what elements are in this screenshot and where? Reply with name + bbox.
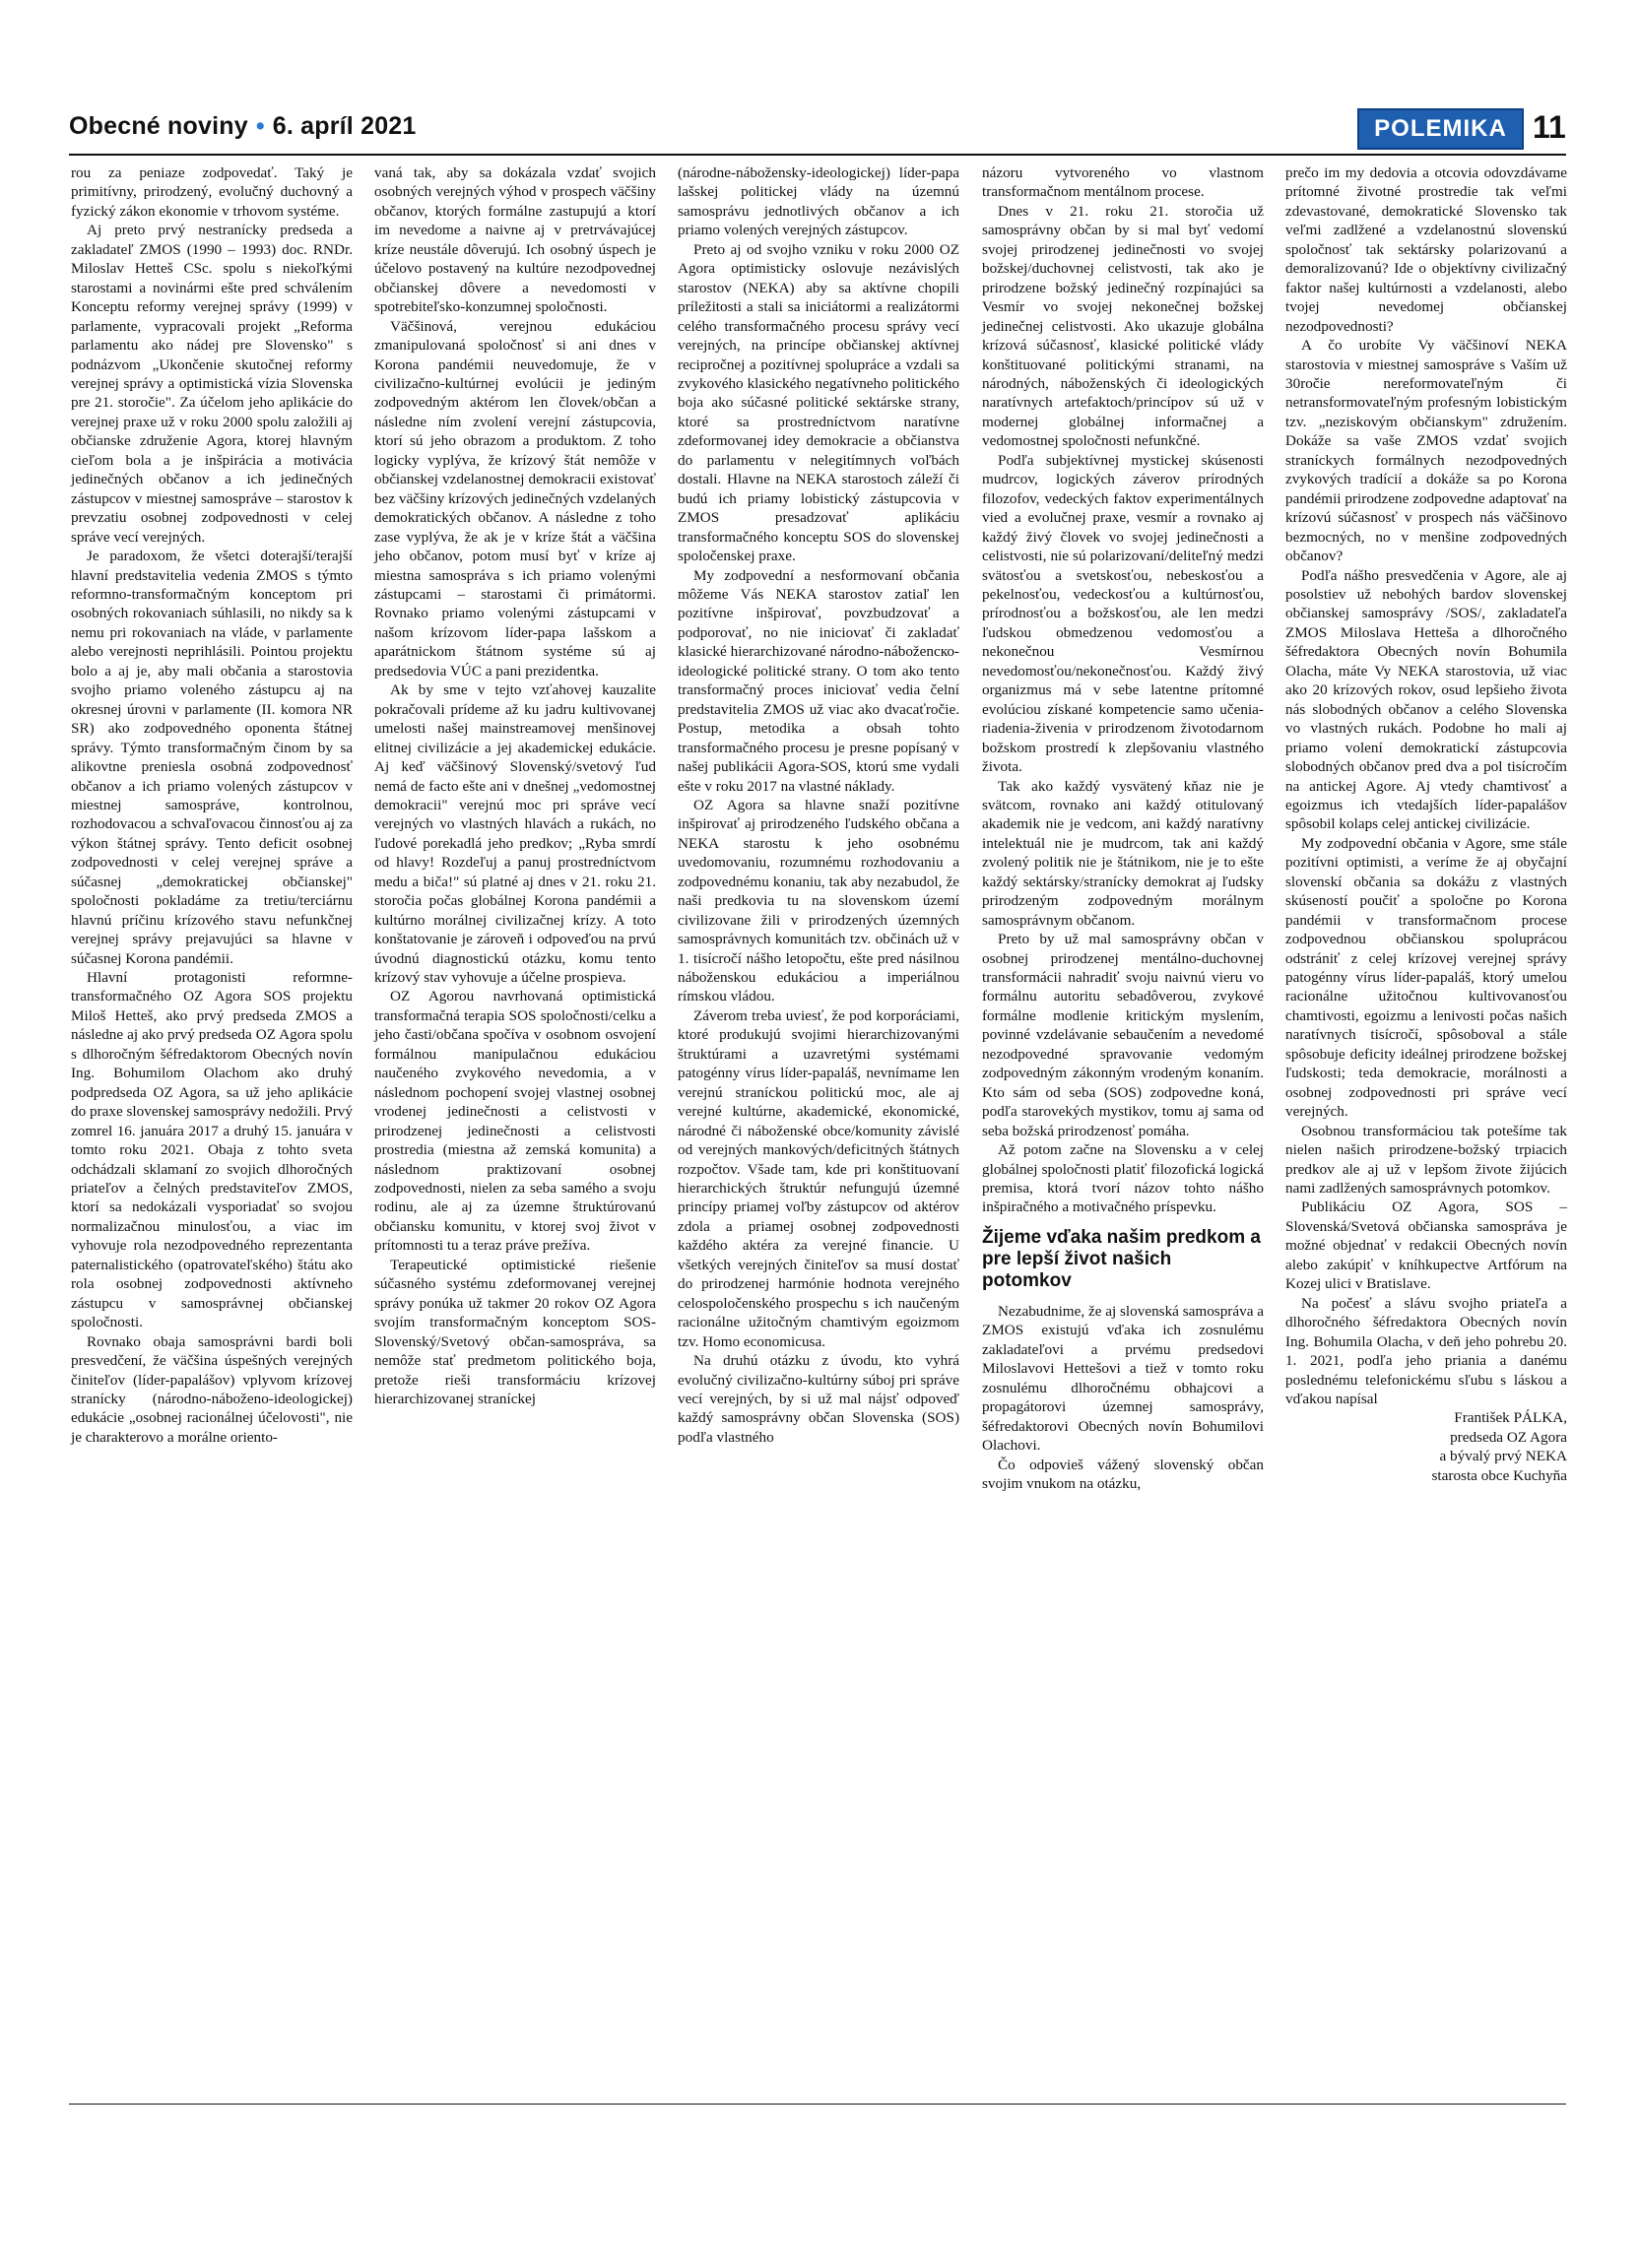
footer-rule (69, 2104, 1566, 2105)
page-header (69, 108, 1566, 148)
article-column-5 (1285, 163, 1567, 1485)
paragraph: My zodpovední občania v Agore, sme stále pozitívni optimisti, a veríme že aj obyčajní slovenskí občania sa dokážu z vlastných skúseností poučiť a spoločne po Korona pandémii v transformačnom procese zodpovednou občianskou spoluprácou odstrániť z celej krízovej verejnej správy patogénny vírus líder-papaláš, ktorý umelou racionálne užitočnou kultivovanosťou chamtivosti, egoizmu a lenivosti počas našich naratívnych tisícročí, spôsoboval a stále spôsobuje deficity ideálnej prirodzene božskej ľudskosti; teda demokracie, morálnosti a osobnej zodpovednosti pri správe vecí verejných. (1285, 834, 1567, 1121)
paragraph: názoru vytvoreného vo vlastnom transformačnom mentálnom procese. (982, 164, 1264, 201)
paragraph: vaná tak, aby sa dokázala vzdať svojich osobných verejných výhod v prospech väčšiny občanov, ktorých formálne zastupujú a ktorí im nevedome a naivne aj v pretrvávajúcej krízе neustále dôverujú. Ich osobný úspech je účelovo postavený na kultúre nezodpovednej občianskej dôvere a nevedomosti v spotrebiteľsko-konzumnej spoločnosti. (374, 164, 656, 316)
paragraph: OZ Agorou navrhovaná optimistická transformačná terapia SOS spoločnosti/celku a jeho časti/občana spočíva v osobnom osvojení formálnou manipulačnou edukáciou naučeného zvykového nevedomia, a v následnom pochopení svojej vlastnej osobnej vrodenej jedinečnosti a celistvosti v prirodzenej jedinečnosti a celistvosti prostredia (miestna až zemská komunita) a následnom praktizovaní osobnej zodpovednosti, nielen za seba samého a svoju rodinu, ale aj za územne štruktúrovanú občiansku komunitu, v ktorej svoj život v prítomnosti tu a teraz práve prežíva. (374, 988, 656, 1255)
paragraph: Hlavní protagonisti reformne-transformačného OZ Agora SOS projektu Miloš Hetteš, ako prvý predseda ZMOS a následne aj ako prvý predseda OZ Agora spolu s dlhoročným šéfredaktorom Obecných novín Ing. Bohumilom Olachom ako druhý podpredseda OZ Agora, sa už jeho aplikácie do praxe slovenskej samosprávy nedožili. Prvý zomrel 16. januára 2017 a druhý 15. januára v tomto roku 2021. Obaja z tohto sveta odchádzali sklamaní zo svojich dlhoročných priateľov a čelných predstaviteľov ZMOS, ktorí sa nedokázali vysporiadať so svojou normalizačnou minulosťou, a viac im vyhovuje rola nezodpovedného reprezentanta paternalistického (opatrovateľského) štátu ako rola osobnej zodpovednosti aktívneho zástupcu v samosprávnej občianskej spoločnosti. (71, 969, 353, 1331)
issue-date: 6. apríl 2021 (272, 112, 417, 140)
paragraph: Podľa subjektívnej mystickej skúsenosti mudrcov, logických záverov prírodných filozofov, vedeckých faktov experimentálnych vied a evolučnej praxe, vesmír a rovnako aj každý živý človek vo svojej jedinečnosti a celistvosti, nie sú polarizovaní/deliteľný medzi svätosťou a svetskosťou, nebeskosťou a pekelnosťou, vedeckosťou a kultúrnosťou, prírodnosťou a božskosťou, ale len medzi ľudskou obmedzenou vedomosťou a nekonečnou Vesmírnou nevedomosťou/nekonečnosťou. Každý živý organizmus má v sebe latentne prítomné evolúciou získané kompetencie samo učenia-riadenia-živenia v prirodzenom životodarnom božskom prostredí k zlepšovaniu vlastného života. (982, 451, 1264, 776)
article-column-4 (982, 163, 1264, 1493)
paragraph: My zodpovední a nesformovaní občania môžeme Vás NEKA starostov zatiaľ len pozitívne inšpirovať, povzbudzovať a podporovať, no nie iniciovať či zakladať klasické hierarchizované národno-náboženско-ideologické politické strany. O tom ako tento transformačný proces iniciovať vedia čelní predstavitelia ZMOS už viac ako dvacaťročie. Postup, metodika a obsah tohto transformačného procesu je presne popísaný v našej publikácii Agora-SOS, ktorú sme vydali ešte v roku 2017 na vlastné náklady. (678, 566, 959, 795)
section-label: POLEMIKA (1357, 108, 1524, 150)
paragraph: Na druhú otázku z úvodu, kto vyhrá evolučný civilizačno-kultúrny súboj pri správe vecí verejných, by si už mal nájsť odpoveď každý samosprávny občan Slovenska (SOS) podľa vlastného (678, 1352, 959, 1446)
paragraph: prečo im my dedovia a otcovia odovzdávame prítomné životné prostredie tak veľmi zdevastované, demokratické Slovensko tak veľmi zadlžené a vzdelanostnú slovenskú spoločnosť tak sektársky polarizovanú a demoralizovanú? Ide o objektívny civilizačný faktor našej kultúrnosti a vzdelanosti, alebo tvojej nevedomej občianskej nezodpovednosti? (1285, 164, 1567, 335)
paragraph: A čo urobíte Vy väčšinoví NEKA starostovia v miestnej samospráve s Vaším už 30ročie nereformovateľným či netransformovateľným profesným lobistickým tzv. „neziskovým občianskym" združením. Dokáže sa vaše ZMOS vzdať svojich straníckych formálnych nezodpovedných zvykových tradícií a dokáže sa po Korona pandémii prirodzene zodpovedne adaptovať na krízovú súčasnosť v prospech nás väčšinovo bezmocných, no v menšine zodpovedných občanov? (1285, 337, 1567, 565)
paragraph: Preto aj od svojho vzniku v roku 2000 OZ Agora optimisticky oslovuje nezávislých starostov (NEKA) aby sa aktívne chopili príležitosti a stali sa iniciátormi a realizátormi celého transformačného procesu správy vecí verejných, na princípe občianskej aktívnej recipročnej a pozitívnej spolupráce a vzdali sa zvykového klasického negatívneho politického boja ako súčasné politické sektárske strany, ktoré sa prostredníctvom naratívne zdeformovanej idey demokracie a občianstva do parlamentu v nelegitímnych voľbách dostali. Hlavne na NEKA starostoch záleží či budú ich priamy lobistický zástupcovia v ZMOS presadzovať aplikáciu transformačného konceptu SOS do slovenskej spoločenskej praxe. (678, 240, 959, 565)
paragraph: Ak by sme v tejto vzťahovej kauzalite pokračovali prídeme až ku jadru kultivovanej umelosti našej mainstreamovej menšinovej elitnej civilizácie a jej akademickej edukácie. Aj keď väčšinový Slovenský/svetový ľud nemá de facto ešte ani v dnešnej „vedomostnej demokracii" verejnú moc pri správe vecí verejných vo vlastných hlavách a rukách, no ľudové porekadlá jeho predkov; „Ryba smrdí od hlavy! Rozdeľuj a panuj prostredníctvom medu a biča!" sú platné aj dnes v 21. roku 21. storočia počas globálnej Korona pandémii a kultúrno morálnej civilizačnej krízy. A toto konštatovanie je zároveň i odpoveďou na prvú úvodnú diagnostickú otázku, komu tento krízový stav vyhovuje a účelne prospieva. (374, 681, 656, 987)
paragraph: Osobnou transformáciou tak potešíme tak nielen našich prirodzene-božský trpiacich predkov ale aj už v lepšom živote žijúcich nami zadlžených samosprávnych potomkov. (1285, 1122, 1567, 1198)
masthead (69, 112, 417, 141)
page-number: 11 (1533, 109, 1566, 145)
paragraph: Čo odpovieš vážený slovenský občan svojim vnukom na otázku, (982, 1456, 1264, 1492)
separator-dot-icon: • (255, 112, 265, 140)
paragraph: Je paradoxom, že všetci doterajší/terajší hlavní predstavitelia vedenia ZMOS s týmto reformno-transformačným konceptom pri osobných rokovaniach súhlasili, no nikdy sa k nemu pri rokovaniach na vláde, v parlamente alebo verejnosti neprihlásili. Pointou projektu bolo a aj je, aby mali občania a starostovia svojho priamo voleného zástupcu aj na okresnej úrovni v parlamente (II. komora NR SR) ako zodpovedného oponenta štátnej správy. Týmto transformačným činom by sa alikovtne preniesla osobná zodpovednosť občanov a ich priamo volených zástupcov v miestnej samospráve, kontrolnou, rozhodovacou a schvaľovacou činnosťou aj za výkon štátnej správy. Tento deficit osobnej zodpovednosti v celej verejnej správe a súčasnej „demokratickej občianskej" spoločnosti pokladáme za tretiu/terciárnu hlavnú príčinu krízového stavu nefunkčnej verejnej správy prejavujúci sa hlavne v súčasnej Korona pandémii. (71, 548, 353, 967)
article-column-3 (678, 163, 959, 1447)
paragraph: OZ Agora sa hlavne snaží pozitívne inšpirovať aj prirodzeného ľudského občana a NEKA starostu k jeho osobnému uvedomovaniu, rozumnému rozhodovaniu a zodpovednému konaniu, tak aby nezabudol, že naši predkovia tu na slovenskom území civilizovane žili v prirodzených územných samosprávnych komunitách tzv. občinách už v 1. tisícročí nášho letopočtu, ešte pred násilnou náboženskou edukáciou a imperiálnou rímskou vládou. (678, 796, 959, 1005)
paragraph: Tak ako každý vysvätený kňaz nie je svätcom, rovnako ani každý otitulovaný akademik nie je vedcom, ani každý naratívny intelektuál nie je mudrcom, tak ani každý zvolený politik nie je štátnikom, nie je to ešte každý sektársky/stranícky demokrat aj ľudsky prirodzeným zodpovedným morálnym samosprávnym občanom. (982, 777, 1264, 929)
paragraph: (národne-nábožensky-ideologickej) líder-papa lašskej politickej vlády na územnú samosprávu jednotlivých občanov a ich priamo volených verejných zástupcov. (678, 164, 959, 239)
signature-line: František PÁLKA, (1454, 1409, 1567, 1427)
paragraph: Terapeutické optimistické riešenie súčasného systému zdeformovanej verejnej správy ponúka už takmer 20 rokov OZ Agora svojím transformačným konceptom SOS-Slovenský/Svetový občan-samospráva, sa nemôže stať predmetom politického boja, pretože rieši transformáciu krízovej hierarchizovanej straníckej (374, 1256, 656, 1407)
subheading: Žijeme vďaka našim predkom a pre lepší život našich potomkov (982, 1226, 1261, 1291)
publication-name: Obecné noviny (69, 112, 248, 140)
paragraph: Až potom začne na Slovensku a v celej globálnej spoločnosti platiť filozofická logická premisa, ktorá tvorí názov tohto nášho inšpiračného a motivačného príspevku. (982, 1141, 1264, 1216)
article-column-2 (374, 163, 656, 1408)
paragraph: Podľa nášho presvedčenia v Agore, ale aj posolstiev už nebohých bardov slovenskej občianskej samosprávy /SOS/, zakladateľa ZMOS Miloslava Hetteša a dlhoročného šéfredaktora Obecných novín Bohumila Olacha, máte Vy NEKA starostovia, už viac ako 20 krízových rokov, osud lepšieho života nás slobodných občanov a celého Slovenska vo vlastných rukách. Podobne ho mali aj priamo volení demokratickí zástupcovia slobodných občanov pred dva a pol tisícročím na antickej Agore. Aj vtedy chamtivosť a egoizmus ich vtedajších líder-papalášov spôsobil kolaps celej antickej civilizácie. (1285, 566, 1567, 833)
paragraph: Väčšinová, verejnou edukáciou zmanipulovaná spoločnosť si ani dnes v Korona pandémii neuvedomuje, že v civilizačno-kultúrnej evolúcii je jediným zodpovedným aktérom len človek/občan a následne ním zvolení verejní zástupcovia, ktorí sú jeho obrazom a produktom. Z toho logicky vyplýva, že krízový štát nemôže v občianskej vzdelanostnej demokracii existovať bez väčšiny krízových jedinečných vzdelaných demokratických občanov. A následne z toho zase vyplýva, že ak je v kríze štát a väčšina jeho občanov, potom musí byť v kríze aj miestna samospráva s ich priamo volenými zástupcami – starostami či primátormi. Rovnako priamo volenými zástupcami v našom krízovom líder-papa lašskom a aparátnickom štátnom systéme sú aj predsedovia VÚC a pani prezidentka. (374, 317, 656, 680)
paragraph: rou za peniaze zodpovedať. Taký je primitívny, prirodzený, evolučný duchovný a fyzický zákon ekonomie v trhovom systéme. (71, 164, 353, 220)
paragraph: Aj preto prvý nestranícky predseda a zakladateľ ZMOS (1990 – 1993) doc. RNDr. Miloslav Hetteš CSc. spolu s niekoľkými starostami a novinármi ešte pred schválením Konceptu reformy verejnej správy (1999) v parlamente, vypracovali projekt „Reforma parlamentu ako nádej pre Slovensko" s podnázvom „Ukončenie skutočnej reformy verejnej správy a optimistická vízia Slovenska pre 21. storočie". Za účelom jeho aplikácie do verejnej praxe už v roku 2000 spolu založili aj občianske združenie Agora, ktorej hlavným cieľom bola a je inšpirácia a motivácia jedinečných občanov a ich jedinečných zástupcov v miestnej samospráve – starostov k prevzatiu osobnej zodpovednosti v celej správe vecí verejných. (71, 222, 353, 546)
signature-line: a bývalý prvý NEKA (1439, 1448, 1567, 1465)
paragraph: Rovnako obaja samosprávni bardi boli presvedčení, že väčšina úspešných verejných činiteľov (líder-papalášov) vplyvom krízovej stranícky (národno-náboženo-ideologickej) edukácie „osobnej racionálnej účelovosti", nie je charakterovo a morálne oriento- (71, 1332, 353, 1446)
paragraph: Dnes v 21. roku 21. storočia už samosprávny občan by si mal byť vedomí svojej prirodzenej jedinečnosti vo svojej božskej/duchovnej celistvosti, tak ako je prirodzene božský jedinečný rozpínajúci sa Vesmír vo svojej nekonečnej božskej jedinečnej celistvosti. Ako ukazuje globálna krízová súčasnosť, klasické politické vlády konštituované politickými stranami, na národných, náboženských či ideologických naratívnych artefaktoch/princípov sú už v modernej globálnej informačnej a vedomostnej spoločnosti nefunkčné. (982, 202, 1264, 450)
signature-line: starosta obce Kuchyňa (1431, 1466, 1567, 1484)
article-column-1 (71, 163, 353, 1447)
author-signature (1285, 1408, 1567, 1485)
paragraph: Preto by už mal samosprávny občan v osobnej prirodzenej mentálno-duchovnej transformácii nahradiť svoju naivnú vieru vo formálnu autoritu sebadôverou, zvykové formálne modlenie kritickým myslením, povinné vzdelávanie sebaučením a nevedomé nezodpovedné spravovanie vedomým zodpovedným zákonným vrodeným konaním. Kto sám od seba (SOS) zodpovedne koná, podľa starovekých mystikov, tomu aj sama od seba božská prirodzenosť pomáha. (982, 931, 1264, 1139)
paragraph: Záverom treba uviesť, že pod korporáciami, ktoré produkujú svojimi hierarchizovanými štruktúrami a uzavretými systémami patogénny vírus líder-papaláš, nevnímame len verejnú straníckou politickú moc, ale aj verejné kultúrne, akademické, ekonomické, národné či náboženské obce/komunity závislé od verejných mankových/deficitných štátnych rozpočtov. Všade tam, kde pri konštituovaní hierarchických štruktúr nefungujú územné princípy priamej voľby zástupcov od aktérov zdola a priamej osobnej zodpovednosti každého aktéra za verejné financie. U všetkých verejných činiteľov sa musí dostať do prirodzenej harmónie hodnota verejného celospoločenského prospechu s ich naučeným racionálne užitočným chamtivým egoizmom tzv. Homo economicusa. (678, 1006, 959, 1350)
header-rule (69, 154, 1566, 156)
paragraph: Nezabudnime, že aj slovenská samospráva a ZMOS existujú vďaka ich zosnulému zakladateľovi a prvému predsedovi Miloslavovi Hettešovi a tiež v tomto roku zosnulému dlhoročnému obhajcovi a propagátorovi územnej samosprávy, šéfredaktorovi Obecných novín Bohumilovi Olachovi. (982, 1302, 1264, 1455)
paragraph: Na počesť a slávu svojho priateľa a dlhoročného šéfredaktora Obecných novín Ing. Bohumila Olacha, v deň jeho pohrebu 20. 1. 2021, podľa jeho priania a danému poslednému telefonickému sľubu s láskou a vďakou napísal (1285, 1294, 1567, 1407)
paragraph: Publikáciu OZ Agora, SOS – Slovenská/Svetová občianska samospráva je možné objednať v redakcii Obecných novín alebo zakúpiť v kníhkupectve Artfórum na Kozej ulici v Bratislave. (1285, 1199, 1567, 1293)
signature-line: predseda OZ Agora (1450, 1428, 1567, 1446)
